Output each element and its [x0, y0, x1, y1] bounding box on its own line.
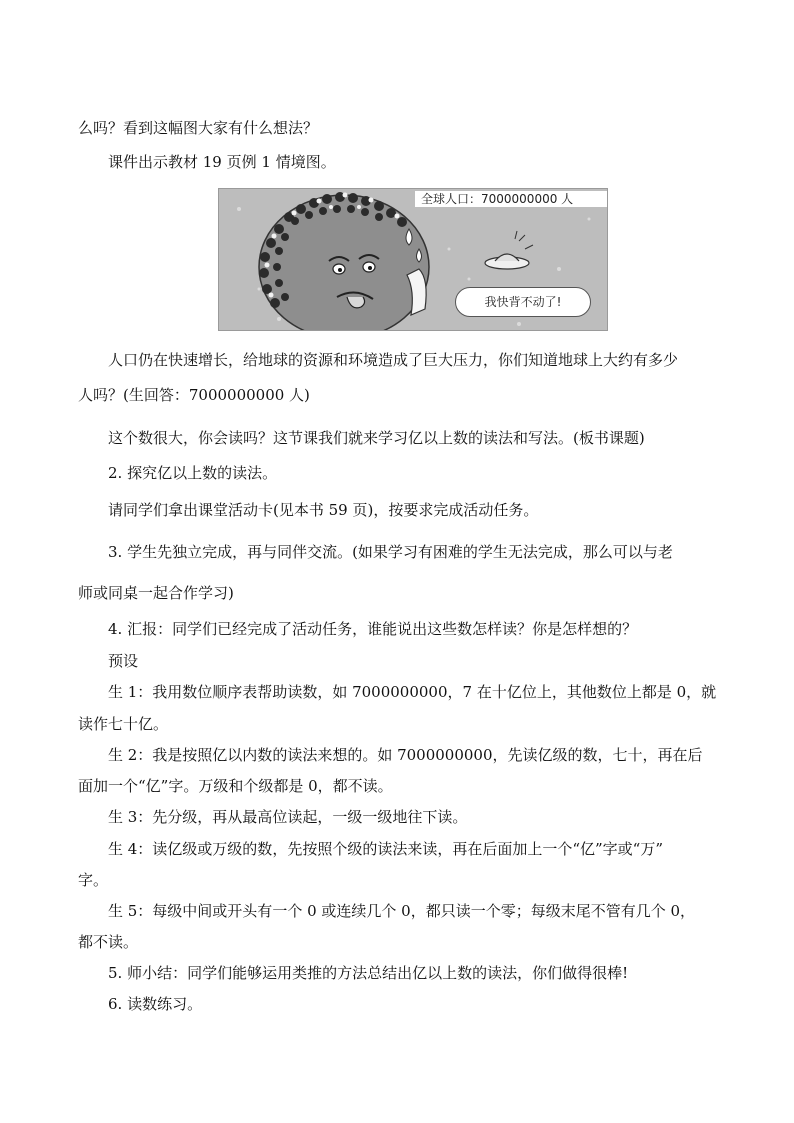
text-line: 生 1：我用数位顺序表帮助读数，如 7000000000，7 在十亿位上，其他数位上都是 0，就: [108, 683, 717, 701]
text-line: 都不读。: [78, 933, 139, 951]
speech-bubble: 我快背不动了!: [455, 287, 591, 317]
figure-caption: 全球人口：7000000000 人: [415, 191, 608, 207]
text-line: 生 2：我是按照亿以内数的读法来想的。如 7000000000，先读亿级的数，七十，再在后: [108, 746, 703, 764]
text-line: 预设: [108, 652, 139, 670]
text-line: 请同学们拿出课堂活动卡(见本书 59 页)，按要求完成活动任务。: [108, 501, 539, 519]
earth-illustration: [218, 188, 608, 331]
text-line: 师或同桌一起合作学习): [78, 584, 234, 602]
text-line: 6. 读数练习。: [108, 995, 203, 1013]
text-line: 人口仍在快速增长，给地球的资源和环境造成了巨大压力，你们知道地球上大约有多少: [108, 351, 679, 369]
text-line: 5. 师小结：同学们能够运用类推的方法总结出亿以上数的读法，你们做得很棒!: [108, 964, 629, 982]
text-line: 生 4：读亿级或万级的数，先按照个级的读法来读，再在后面加上一个“亿”字或“万”: [108, 840, 663, 858]
text-line: 生 5：每级中间或开头有一个 0 或连续几个 0，都只读一个零；每级末尾不管有几个 0，: [108, 902, 696, 920]
text-line: 3. 学生先独立完成，再与同伴交流。(如果学习有困难的学生无法完成，那么可以与老: [108, 543, 673, 561]
text-line: 这个数很大，你会读吗？这节课我们就来学习亿以上数的读法和写法。(板书课题): [108, 429, 645, 447]
text-line: 2. 探究亿以上数的读法。: [108, 464, 278, 482]
text-line: 4. 汇报：同学们已经完成了活动任务，谁能说出这些数怎样读？你是怎样想的？: [108, 620, 638, 638]
text-line: 面加一个“亿”字。万级和个级都是 0，都不读。: [78, 777, 393, 795]
text-line: 么吗？看到这幅图大家有什么想法？: [78, 119, 319, 137]
text-line: 生 3：先分级，再从最高位读起，一级一级地往下读。: [108, 808, 468, 826]
text-line: 人吗？(生回答：7000000000 人): [78, 386, 310, 404]
text-line: 课件出示教材 19 页例 1 情境图。: [108, 153, 336, 171]
text-line: 读作七十亿。: [78, 715, 169, 733]
text-line: 字。: [78, 871, 109, 889]
